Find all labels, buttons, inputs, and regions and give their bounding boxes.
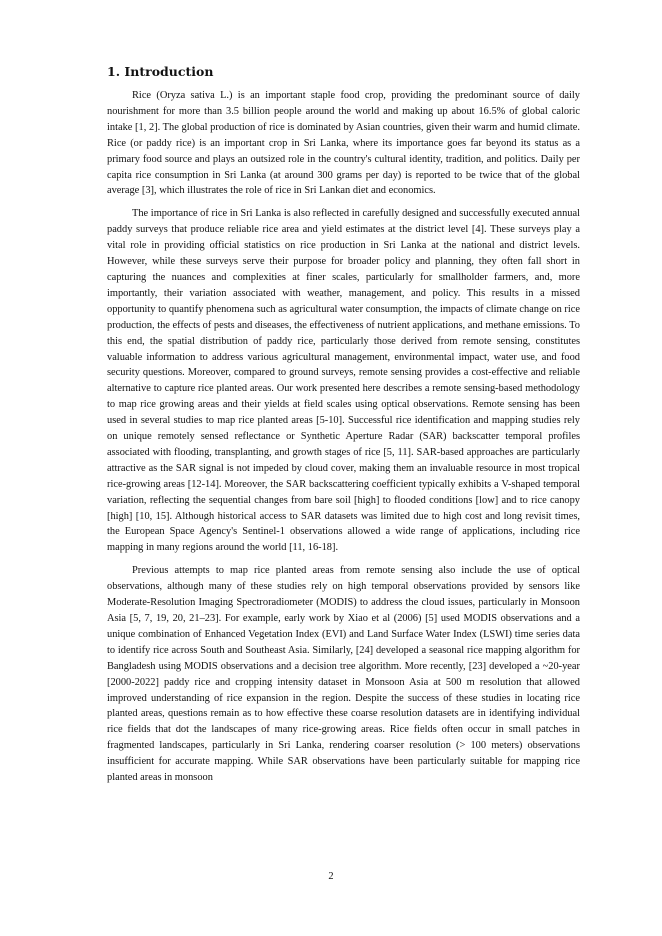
- page-number: 2: [328, 871, 334, 882]
- paragraph-intro-rice-importance: Rice (Oryza sativa L.) is an important staple food crop, providing the predominant source of daily nourishment for more than 3.5 billion people around the world and making up about 16.5% of global caloric intake [1, 2]. The global production of rice is dominated by Asian countries, given their warm and humid climate. Rice (or paddy rice) is an important crop in Sri Lanka, where its importance goes far beyond its status as a primary food source and plays an outsized role in the country's cultural identity, tradition, and politics. Daily per capita rice consumption in Sri Lanka (at around 300 grams per day) is reported to be twice that of the global average [3], which illustrates the role of rice in Sri Lankan diet and economics.: [107, 90, 580, 197]
- paragraph-optical-observations: Previous attempts to map rice planted areas from remote sensing also include the use of optical observations, although many of these studies rely on high temporal observations provided by sensors like Moderate-Resolution Imaging Spectroradiometer (MODIS) to address the cloud issues, particularly in Monsoon Asia [5, 7, 19, 20, 21–23]. For example, early work by Xiao et al (2006) [5] used MODIS observations and a unique combination of Enhanced Vegetation Index (EVI) and Land Surface Water Index (LSWI) time series data to identify rice across South and Southeast Asia. Similarly, [24] developed a seasonal rice mapping algorithm for Bangladesh using MODIS observations and a decision tree algorithm. More recently, [23] developed a ~20-year [2000-2022] paddy rice and cropping intensity dataset in Monsoon Asia at 500 m resolution that allowed improved understanding of rice expansion in the region. Despite the success of these studies in locating rice planted areas, questions remain as to how effective these coarse resolution datasets are in identifying individual rice fields that dot the landscapes of many rice-growing areas. Rice fields often occur in small patches in fragmented landscapes, particularly in Sri Lanka, rendering coarser resolution (> 100 meters) observations insufficient for accurate mapping. While SAR observations have been particularly suitable for mapping rice planted areas in monsoon: [107, 565, 580, 784]
- section-heading: 1. Introduction: [107, 64, 214, 79]
- paragraph-paddy-surveys-remote-sensing: The importance of rice in Sri Lanka is also reflected in carefully designed and successfully executed annual paddy surveys that produce reliable rice area and yield estimates at the district level [4]. These surveys play a vital role in providing official statistics on rice production in Sri Lanka at the national and district levels. However, while these surveys serve their purpose for broader policy and planning, they often fall short in capturing the nuances and complexities at finer scales, particularly for smallholder farmers, and, more importantly, their variation associated with weather, management, and policy. This results in a missed opportunity to quantify phenomena such as agricultural water consumption, the impacts of climate change on rice production, the effects of pests and diseases, the effectiveness of nutrient applications, and methane emissions. To this end, the spatial distribution of paddy rice, particularly those derived from remote sensing, constitutes valuable information to address various agricultural management, environmental impact, water use, and food security questions. Moreover, compared to ground surveys, remote sensing provides a cost-effective and reliable alternative to capture rice planted areas. Our work presented here describes a remote sensing-based methodology to map rice growing areas and their yields at field scales using optical observations. Remote sensing has been used in several studies to map rice planted areas [5-10]. Successful rice identification and mapping studies rely on unique remotely sensed reflectance or Synthetic Aperture Radar (SAR) backscatter temporal profiles associated with flooding, transplanting, and growth stages of rice [5, 11]. SAR-based approaches are particularly attractive as the SAR signal is not impeded by cloud cover, making them an invaluable resource in most tropical rice-growing areas [12-14]. Moreover, the SAR backscattering coefficient typically exhibits a V-shaped temporal variation, reflecting the sequential changes from bare soil [high] to flooded conditions [low] and to rice canopy [high] [10, 15]. Although historical access to SAR datasets was limited due to high cost and long revisit times, the European Space Agency's Sentinel-1 observations allowed a wide range of applications, including rice mapping in many regions around the world [11, 16-18].: [107, 208, 580, 554]
- page-body: [107, 64, 580, 786]
